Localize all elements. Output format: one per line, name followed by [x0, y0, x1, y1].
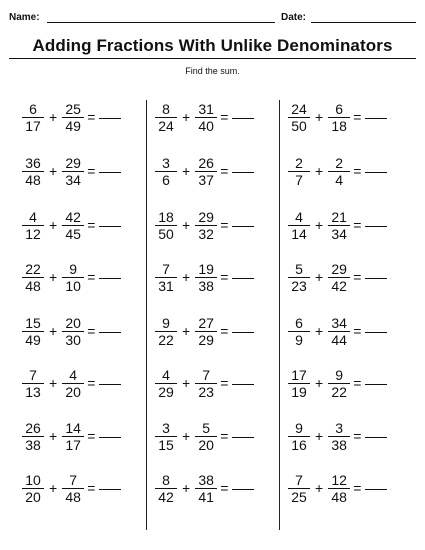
problem-item: [155, 414, 285, 458]
first-numerator: 7: [162, 260, 170, 277]
plus-sign: +: [49, 375, 58, 391]
first-numerator: 36: [25, 154, 41, 171]
plus-sign: +: [315, 323, 324, 339]
answer-blank[interactable]: [99, 332, 121, 333]
equals-sign: =: [353, 109, 362, 125]
equals-sign: =: [87, 109, 96, 125]
first-fraction: [22, 261, 44, 294]
first-numerator: 4: [162, 366, 170, 383]
first-numerator: 8: [162, 100, 170, 117]
second-numerator: 19: [198, 260, 214, 277]
first-denominator: 12: [25, 225, 41, 242]
plus-sign: +: [182, 323, 191, 339]
first-denominator: 16: [291, 436, 307, 453]
equals-sign: =: [87, 217, 96, 233]
problem-item: [288, 361, 418, 405]
equals-sign: =: [220, 163, 229, 179]
plus-sign: +: [49, 428, 58, 444]
first-denominator: 6: [162, 171, 170, 188]
date-field-line: [311, 22, 416, 23]
first-numerator: 10: [25, 471, 41, 488]
answer-blank[interactable]: [99, 226, 121, 227]
second-denominator: 23: [198, 383, 214, 400]
second-numerator: 29: [331, 260, 347, 277]
second-fraction: [328, 472, 350, 505]
second-fraction: [328, 101, 350, 134]
second-denominator: 48: [65, 488, 81, 505]
problem-item: [155, 149, 285, 193]
problem-item: [155, 95, 285, 139]
answer-blank[interactable]: [365, 226, 387, 227]
first-numerator: 9: [162, 314, 170, 331]
problem-item: [288, 95, 418, 139]
plus-sign: +: [315, 428, 324, 444]
problem-item: [288, 149, 418, 193]
first-numerator: 18: [158, 208, 174, 225]
second-fraction: [62, 101, 84, 134]
first-numerator: 17: [291, 366, 307, 383]
first-numerator: 15: [25, 314, 41, 331]
first-denominator: 7: [295, 171, 303, 188]
answer-blank[interactable]: [365, 332, 387, 333]
answer-blank[interactable]: [232, 278, 254, 279]
second-fraction: [328, 209, 350, 242]
first-fraction: [288, 155, 310, 188]
second-fraction: [328, 315, 350, 348]
first-fraction: [155, 420, 177, 453]
equals-sign: =: [353, 269, 362, 285]
second-fraction: [62, 472, 84, 505]
second-fraction: [328, 420, 350, 453]
second-numerator: 31: [198, 100, 214, 117]
first-numerator: 8: [162, 471, 170, 488]
second-numerator: 4: [69, 366, 78, 383]
plus-sign: +: [315, 375, 324, 391]
second-denominator: 45: [65, 225, 81, 242]
second-fraction: [328, 261, 350, 294]
first-fraction: [288, 315, 310, 348]
date-label: Date:: [281, 12, 307, 23]
second-denominator: 42: [331, 277, 347, 294]
second-fraction: [195, 367, 217, 400]
second-numerator: 25: [65, 100, 81, 117]
first-denominator: 50: [291, 117, 307, 134]
equals-sign: =: [220, 428, 229, 444]
first-fraction: [288, 209, 310, 242]
second-fraction: [195, 261, 217, 294]
equals-sign: =: [87, 375, 96, 391]
equals-sign: =: [220, 217, 229, 233]
answer-blank[interactable]: [365, 172, 387, 173]
plus-sign: +: [182, 269, 191, 285]
second-fraction: [62, 155, 84, 188]
instruction-text: Find the sum.: [185, 66, 240, 76]
title-underline: [9, 58, 416, 59]
first-fraction: [22, 315, 44, 348]
second-numerator: 7: [202, 366, 211, 383]
answer-blank[interactable]: [365, 489, 387, 490]
second-numerator: 34: [331, 314, 347, 331]
plus-sign: +: [49, 163, 58, 179]
answer-blank[interactable]: [232, 489, 254, 490]
second-denominator: 34: [331, 225, 347, 242]
first-numerator: 4: [29, 208, 37, 225]
first-denominator: 48: [25, 171, 41, 188]
second-numerator: 3: [335, 419, 344, 436]
problem-item: [288, 203, 418, 247]
equals-sign: =: [353, 323, 362, 339]
first-denominator: 49: [25, 331, 41, 348]
second-denominator: 48: [331, 488, 347, 505]
first-denominator: 13: [25, 383, 41, 400]
second-numerator: 12: [331, 471, 347, 488]
second-fraction: [328, 367, 350, 400]
second-denominator: 34: [65, 171, 81, 188]
worksheet-title: Adding Fractions With Unlike Denominators: [32, 36, 393, 55]
answer-blank[interactable]: [232, 172, 254, 173]
equals-sign: =: [87, 428, 96, 444]
plus-sign: +: [182, 109, 191, 125]
answer-blank[interactable]: [365, 437, 387, 438]
first-fraction: [155, 315, 177, 348]
equals-sign: =: [87, 163, 96, 179]
answer-blank[interactable]: [232, 332, 254, 333]
first-fraction: [288, 367, 310, 400]
first-denominator: 17: [25, 117, 41, 134]
second-denominator: 29: [198, 331, 214, 348]
equals-sign: =: [353, 428, 362, 444]
first-fraction: [155, 209, 177, 242]
problem-item: [22, 361, 152, 405]
equals-sign: =: [220, 480, 229, 496]
answer-blank[interactable]: [99, 489, 121, 490]
first-numerator: 22: [25, 260, 41, 277]
first-numerator: 2: [295, 154, 303, 171]
second-denominator: 38: [331, 436, 347, 453]
second-fraction: [62, 420, 84, 453]
second-numerator: 29: [65, 154, 81, 171]
problem-item: [22, 95, 152, 139]
first-fraction: [288, 261, 310, 294]
second-numerator: 6: [335, 100, 344, 117]
first-denominator: 15: [158, 436, 174, 453]
first-denominator: 14: [291, 225, 307, 242]
second-fraction: [195, 209, 217, 242]
second-fraction: [62, 315, 84, 348]
first-fraction: [288, 472, 310, 505]
first-denominator: 19: [291, 383, 307, 400]
second-denominator: 10: [65, 277, 81, 294]
name-label: Name:: [9, 12, 40, 23]
second-numerator: 29: [198, 208, 214, 225]
second-numerator: 9: [335, 366, 344, 383]
second-numerator: 7: [69, 471, 78, 488]
second-denominator: 49: [65, 117, 81, 134]
first-fraction: [288, 420, 310, 453]
first-fraction: [22, 209, 44, 242]
first-fraction: [155, 367, 177, 400]
equals-sign: =: [353, 375, 362, 391]
answer-blank[interactable]: [99, 118, 121, 119]
plus-sign: +: [315, 217, 324, 233]
first-denominator: 24: [158, 117, 174, 134]
plus-sign: +: [49, 269, 58, 285]
plus-sign: +: [315, 109, 324, 125]
answer-blank[interactable]: [99, 278, 121, 279]
second-denominator: 37: [198, 171, 214, 188]
problem-item: [155, 309, 285, 353]
plus-sign: +: [49, 217, 58, 233]
second-denominator: 4: [335, 171, 344, 188]
answer-blank[interactable]: [365, 118, 387, 119]
equals-sign: =: [87, 269, 96, 285]
problem-item: [22, 414, 152, 458]
equals-sign: =: [220, 269, 229, 285]
equals-sign: =: [353, 217, 362, 233]
name-field-line: [47, 22, 275, 23]
equals-sign: =: [220, 375, 229, 391]
first-fraction: [155, 155, 177, 188]
second-denominator: 18: [331, 117, 347, 134]
second-denominator: 40: [198, 117, 214, 134]
answer-blank[interactable]: [99, 172, 121, 173]
first-denominator: 48: [25, 277, 41, 294]
answer-blank[interactable]: [99, 384, 121, 385]
first-fraction: [22, 101, 44, 134]
first-denominator: 22: [158, 331, 174, 348]
problem-item: [22, 466, 152, 510]
first-numerator: 3: [162, 154, 170, 171]
first-numerator: 4: [295, 208, 303, 225]
problem-item: [288, 414, 418, 458]
problem-item: [288, 309, 418, 353]
second-denominator: 30: [65, 331, 81, 348]
problem-item: [22, 255, 152, 299]
first-numerator: 7: [29, 366, 37, 383]
second-numerator: 14: [65, 419, 81, 436]
second-fraction: [195, 155, 217, 188]
first-numerator: 24: [291, 100, 307, 117]
first-fraction: [22, 367, 44, 400]
first-denominator: 31: [158, 277, 174, 294]
first-denominator: 29: [158, 383, 174, 400]
first-numerator: 5: [295, 260, 303, 277]
first-numerator: 6: [295, 314, 303, 331]
second-fraction: [195, 315, 217, 348]
problem-item: [22, 203, 152, 247]
equals-sign: =: [87, 323, 96, 339]
first-denominator: 42: [158, 488, 174, 505]
problem-item: [22, 149, 152, 193]
second-fraction: [195, 420, 217, 453]
second-numerator: 42: [65, 208, 81, 225]
second-numerator: 26: [198, 154, 214, 171]
first-fraction: [22, 155, 44, 188]
second-fraction: [328, 155, 350, 188]
first-denominator: 23: [291, 277, 307, 294]
plus-sign: +: [315, 269, 324, 285]
header-row: [9, 9, 416, 27]
answer-blank[interactable]: [365, 384, 387, 385]
problem-item: [22, 309, 152, 353]
first-fraction: [155, 101, 177, 134]
plus-sign: +: [182, 375, 191, 391]
second-fraction: [195, 472, 217, 505]
first-denominator: 50: [158, 225, 174, 242]
equals-sign: =: [87, 480, 96, 496]
first-denominator: 25: [291, 488, 307, 505]
second-numerator: 27: [198, 314, 214, 331]
second-denominator: 32: [198, 225, 214, 242]
answer-blank[interactable]: [232, 118, 254, 119]
second-denominator: 22: [331, 383, 347, 400]
first-fraction: [22, 420, 44, 453]
plus-sign: +: [315, 480, 324, 496]
problem-item: [155, 466, 285, 510]
answer-blank[interactable]: [232, 226, 254, 227]
answer-blank[interactable]: [365, 278, 387, 279]
plus-sign: +: [49, 480, 58, 496]
problem-item: [155, 361, 285, 405]
second-fraction: [62, 209, 84, 242]
second-fraction: [62, 261, 84, 294]
plus-sign: +: [49, 109, 58, 125]
first-numerator: 9: [295, 419, 303, 436]
problem-item: [155, 203, 285, 247]
second-denominator: 17: [65, 436, 81, 453]
first-denominator: 9: [295, 331, 303, 348]
first-fraction: [288, 101, 310, 134]
second-denominator: 41: [198, 488, 214, 505]
answer-blank[interactable]: [99, 437, 121, 438]
plus-sign: +: [182, 163, 191, 179]
second-numerator: 20: [65, 314, 81, 331]
first-numerator: 26: [25, 419, 41, 436]
plus-sign: +: [182, 428, 191, 444]
second-denominator: 44: [331, 331, 347, 348]
answer-blank[interactable]: [232, 384, 254, 385]
answer-blank[interactable]: [232, 437, 254, 438]
second-numerator: 5: [202, 419, 211, 436]
plus-sign: +: [315, 163, 324, 179]
second-numerator: 21: [331, 208, 347, 225]
first-numerator: 7: [295, 471, 303, 488]
second-denominator: 20: [198, 436, 214, 453]
problem-item: [288, 255, 418, 299]
plus-sign: +: [182, 480, 191, 496]
first-fraction: [22, 472, 44, 505]
second-fraction: [62, 367, 84, 400]
second-denominator: 20: [65, 383, 81, 400]
second-numerator: 38: [198, 471, 214, 488]
first-fraction: [155, 472, 177, 505]
problem-item: [288, 466, 418, 510]
second-numerator: 2: [335, 154, 344, 171]
equals-sign: =: [220, 323, 229, 339]
first-denominator: 20: [25, 488, 41, 505]
plus-sign: +: [182, 217, 191, 233]
first-denominator: 38: [25, 436, 41, 453]
equals-sign: =: [353, 480, 362, 496]
plus-sign: +: [49, 323, 58, 339]
second-denominator: 38: [198, 277, 214, 294]
second-numerator: 9: [69, 260, 78, 277]
equals-sign: =: [353, 163, 362, 179]
first-numerator: 6: [29, 100, 37, 117]
equals-sign: =: [220, 109, 229, 125]
second-fraction: [195, 101, 217, 134]
first-fraction: [155, 261, 177, 294]
problem-item: [155, 255, 285, 299]
first-numerator: 3: [162, 419, 170, 436]
